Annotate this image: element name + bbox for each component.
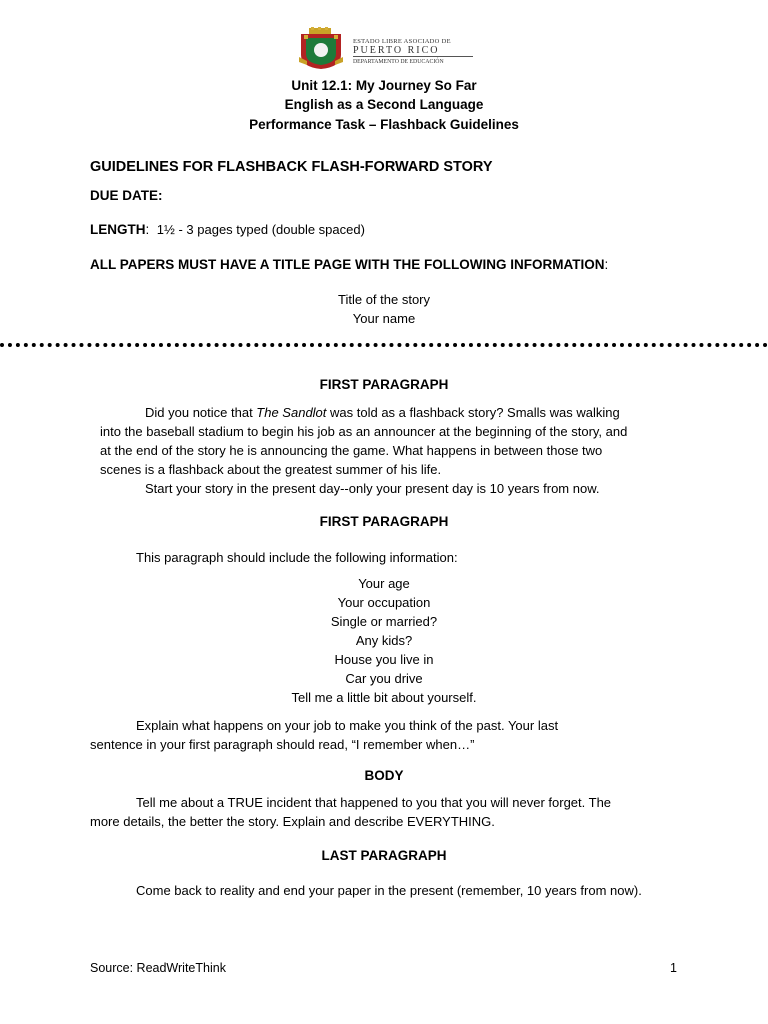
seal-text-line1: ESTADO LIBRE ASOCIADO DE — [353, 38, 451, 45]
title-page-item: Your name — [352, 311, 416, 326]
explain-line: Explain what happens on your job to make you think of the past. Your last — [136, 718, 559, 733]
intro-line: scenes is a flashback about the greatest summer of his life. — [100, 462, 442, 477]
unit-title: Unit 12.1: My Journey So Far — [291, 78, 477, 93]
intro-text-segment: Did you notice that — [145, 405, 257, 420]
title-page-item: Title of the story — [338, 292, 430, 307]
intro-line — [145, 403, 620, 422]
explain-line: sentence in your first paragraph should read, “I remember when…” — [90, 737, 475, 752]
length-label: LENGTH — [90, 222, 146, 237]
intro-line: at the end of the story he is announcing the game. What happens in between those two — [100, 443, 603, 458]
body-line: more details, the better the story. Explain and describe EVERYTHING. — [90, 814, 495, 829]
task-title: Performance Task – Flashback Guidelines — [249, 117, 519, 132]
intro-line: into the baseball stadium to begin his job as an announcer at the beginning of the story, and — [100, 424, 628, 439]
include-instruction: This paragraph should include the following information: — [136, 550, 458, 565]
section-heading-body: BODY — [364, 768, 404, 783]
section-heading-last-paragraph: LAST PARAGRAPH — [321, 848, 447, 863]
section-heading-first-paragraph: FIRST PARAGRAPH — [319, 514, 449, 529]
seal-divider — [353, 56, 473, 57]
body-line: Tell me about a TRUE incident that happened to you that you will never forget. The — [136, 795, 612, 810]
last-line: Come back to reality and end your paper in the present (remember, 10 years from now). — [136, 883, 642, 898]
intro-line: Start your story in the present day--only your present day is 10 years from now. — [145, 481, 600, 496]
guidelines-heading: GUIDELINES FOR FLASHBACK FLASH-FORWARD STORY — [90, 159, 493, 175]
movie-title: The Sandlot — [256, 405, 327, 420]
footer-source: Source: ReadWriteThink — [90, 961, 226, 975]
title-page-colon: : — [604, 257, 609, 272]
list-item: Car you drive — [345, 671, 423, 686]
list-item: Any kids? — [355, 633, 413, 648]
title-page-line — [90, 257, 608, 272]
length-colon: : — [145, 222, 150, 237]
section-heading-first-paragraph: FIRST PARAGRAPH — [319, 377, 449, 392]
list-item: Single or married? — [330, 614, 438, 629]
page-number: 1 — [670, 961, 677, 975]
list-item: Your age — [358, 576, 410, 591]
dashed-divider — [0, 343, 768, 347]
list-item: Your occupation — [337, 595, 431, 610]
list-item: House you live in — [334, 652, 434, 667]
seal-text-line3: DEPARTAMENTO DE EDUCACIÓN — [353, 59, 444, 65]
department-seal-logo — [299, 27, 474, 69]
course-title: English as a Second Language — [284, 97, 484, 112]
due-date-label: DUE DATE: — [90, 188, 163, 203]
seal-text-line2: PUERTO RICO — [353, 45, 440, 56]
list-item: Tell me a little bit about yourself. — [291, 690, 477, 705]
title-page-label: ALL PAPERS MUST HAVE A TITLE PAGE WITH THE FOLLOWING INFORMATION — [90, 257, 605, 272]
intro-text-segment: was told as a flashback story? Smalls was walking — [326, 405, 620, 420]
length-line — [90, 222, 365, 237]
length-value: 1½ - 3 pages typed (double spaced) — [156, 222, 365, 237]
